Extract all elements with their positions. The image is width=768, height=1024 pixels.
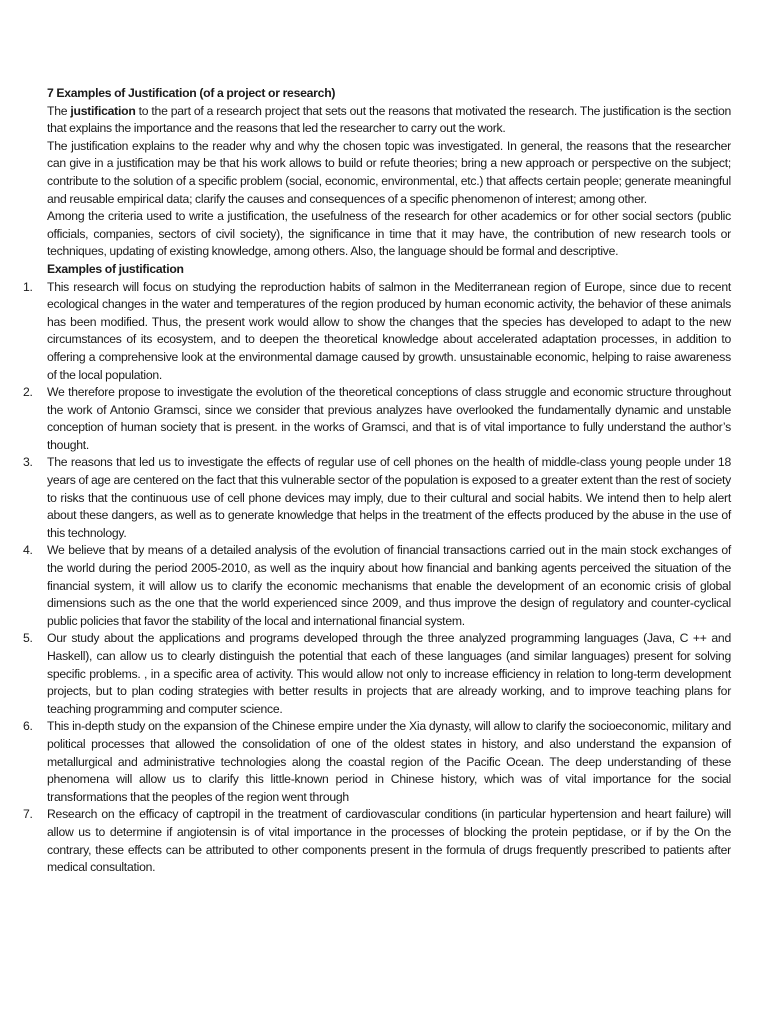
list-number: 6. [23, 719, 33, 734]
intro-paragraph [47, 103, 731, 138]
list-item-text: Research on the efficacy of captropil in the treatment of cardiovascular conditions (in particular hypertension and heart failure) will allow us to determine if angiotensin is of vital importance in the processes of blocking the protein peptidase, or if by the On the contrary, these effects can be attributed to other components present in the formula of drugs frequently prescribed to patients after medical consultation. [47, 807, 731, 875]
list-item [23, 542, 731, 630]
list-number: 7. [23, 807, 33, 822]
intro-rest: to the part of a research project that sets out the reasons that motivated the research. The justification is the section that explains the importance and the reasons that led the researcher to carry out the work. [47, 103, 731, 136]
list-item-text: This in-depth study on the expansion of the Chinese empire under the Xia dynasty, will allow to clarify the socioeconomic, military and political processes that allowed the consolidation of one of the oldest states in history, and also understand the expansion of metallurgical and administrative technologies along the coastal region of the Pacific Ocean. The deep understanding of these phenomena will allow us to clarify this little-known period in Chinese history, which was of vital importance for the social transformations that the peoples of the region went through [47, 719, 731, 804]
body-paragraph: The justification explains to the reader why and why the chosen topic was investigated. In general, the reasons that the researcher can give in a justification may be that his work allows to build or refute theories; bring a new approach or perspective on the subject; contribute to the solution of a specific problem (social, economic, environmental, etc.) that affects certain people; generate meaningful and reusable empirical data; clarify the causes and consequences of a specific phenomenon of interest; among other. [47, 138, 731, 206]
examples-heading: Examples of justification [47, 261, 184, 276]
list-number: 1. [23, 279, 33, 294]
examples-list [23, 279, 731, 877]
document-title: 7 Examples of Justification (of a project or research) [47, 86, 336, 100]
list-number: 3. [23, 455, 33, 470]
list-number: 4. [23, 543, 33, 558]
list-item-text: We therefore propose to investigate the evolution of the theoretical conceptions of class struggle and economic structure throughout the work of Antonio Gramsci, since we consider that previous analyzes have overlooked the fundamentally dynamic and unstable conception of human society that is present. in the works of Gramsci, and that is of vital importance to fully understand the author’s thought. [47, 385, 731, 452]
list-number: 5. [23, 631, 33, 646]
list-item-text: This research will focus on studying the reproduction habits of salmon in the Mediterranean region of Europe, since due to recent ecological changes in the water and temperatures of the region produced by human economic activity, the behavior of these animals has been modified. Thus, the present work would allow to show the changes that the species has developed to adapt to the new circumstances of its ecosystem, and to deepen the theoretical knowledge about accelerated adaptation processes, in addition to offering a comprehensive look at the environmental damage caused by growth. unsustainable economic, helping to raise awareness of the local population. [47, 279, 731, 382]
list-item [23, 454, 731, 542]
list-item [23, 279, 731, 385]
intro-bold-term: justification [70, 103, 136, 118]
list-item-text: We believe that by means of a detailed analysis of the evolution of financial transactions carried out in the main stock exchanges of the world during the period 2005-2010, as well as the inquiry about how financial and banking agents perceived the situation of the financial system, it will allow us to clarify the economic mechanisms that enable the development of an economic crisis of global dimensions such as the one that the world experienced since 2009, and thus improve the design of regulatory and counter-cyclical public policies that favor the stability of the local and international financial system. [47, 543, 731, 628]
list-number: 2. [23, 385, 33, 400]
list-item [23, 718, 731, 806]
list-item [23, 806, 731, 876]
list-item [23, 384, 731, 454]
document-page [23, 85, 731, 877]
list-item-text: The reasons that led us to investigate the effects of regular use of cell phones on the health of middle-class young people under 18 years of age are centered on the fact that this vulnerable sector of the population is exposed to a greater extent than the rest of society to risks that the continuous use of cell phone devices may imply, due to their cultural and social habits. We intend then to help alert about these dangers, as well as to generate knowledge that helps in the treatment of the effects produced by the abuse in the use of this technology. [47, 455, 731, 540]
intro-lead: The [47, 103, 71, 118]
list-item-text: Our study about the applications and programs developed through the three analyzed programming languages (Java, C ++ and Haskell), can allow us to clearly distinguish the potential that each of these languages (and similar languages) present for solving specific problems. , in a specific area of activity. This would allow not only to increase efficiency in relation to long-term development projects, but to plan coding strategies with better results in projects that are already working, and to improve teaching plans for teaching programming and computer science. [47, 631, 731, 716]
body-paragraph: Among the criteria used to write a justification, the usefulness of the research for other academics or for other social sectors (public officials, companies, sectors of civil society), the significance in time that it may have, the contribution of new research tools or techniques, updating of existing knowledge, among others. Also, the language should be formal and descriptive. [47, 209, 731, 259]
list-item [23, 630, 731, 718]
